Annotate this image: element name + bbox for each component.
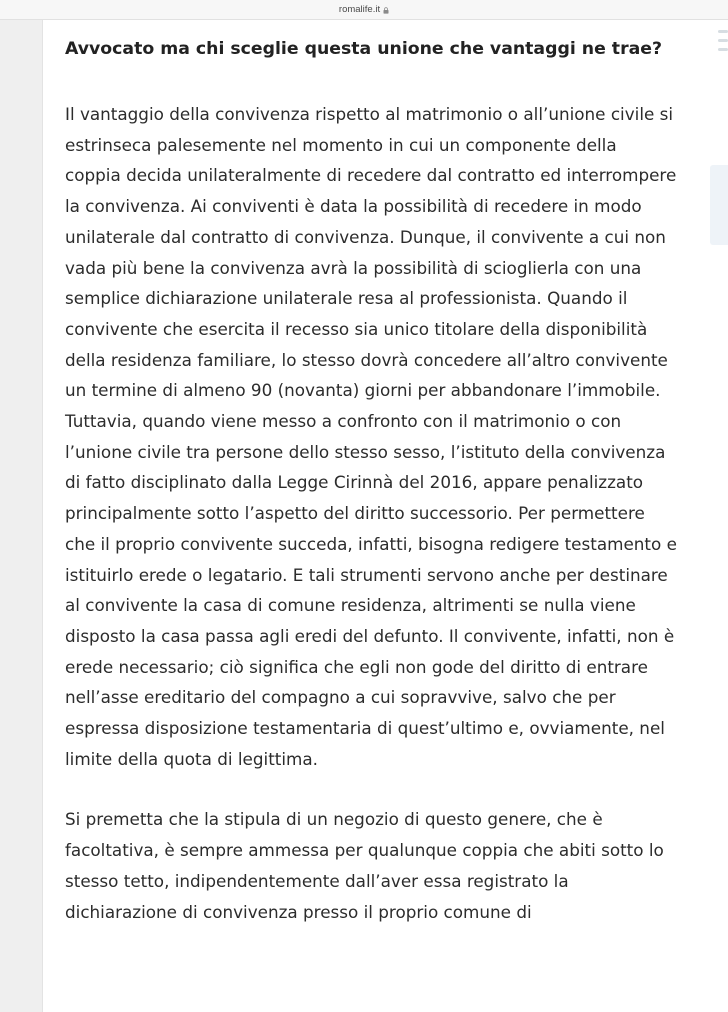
url-text[interactable]: romalife.it [338, 4, 381, 15]
article-heading: Avvocato ma chi sceglie questa unione che vantaggi ne trae? [65, 39, 662, 59]
article-content [65, 34, 677, 927]
lock-icon [383, 6, 389, 13]
article-paragraph: Il vantaggio della convivenza rispetto al matrimonio o all’unione civile si estrinseca palesemente nel momento in cui un componente della coppia decida unilateralmente di recedere dal contratto ed interrompere la convivenza. Ai conviventi è data la possibilità di recedere in modo unilaterale dal contratto di convivenza. Dunque, il convivente a cui non vada più bene la convivenza avrà la possibilità di scioglierla con una semplice dichiarazione unilaterale resa al professionista. Quando il convivente che esercita il recesso sia unico titolare della disponibilità della residenza familiare, lo stesso dovrà concedere all’altro convivente un termine di almeno 90 (novanta) giorni per abbandonare l’immobile. Tuttavia, quando viene messo a confronto con il matrimonio o con l’unione civile tra persone dello stesso sesso, l’istituto della convivenza di fatto disciplinato dalla Legge Cirinnà del 2016, appare penalizzato principalmente sotto l’aspetto del diritto successorio. Per permettere che il proprio convivente succeda, infatti, bisogna redigere testamento e istituirlo erede o legatario. E tali strumenti servono anche per destinare al convivente la casa di comune residenza, altrimenti se nulla viene disposto la casa passa agli eredi del defunto. Il convivente, infatti, non è erede necessario; ciò significa che egli non gode del diritto di entrare nell’asse ereditario del compagno a cui sopravvive, salvo che per espressa disposizione testamentaria di quest’ultimo e, ovviamente, nel limite della quota di legittima. [65, 104, 677, 769]
sidebar-widget[interactable] [710, 165, 728, 245]
menu-icon[interactable] [718, 30, 728, 60]
browser-address-bar[interactable] [0, 0, 728, 20]
article-card [42, 20, 687, 1012]
article-paragraph: Si premetta che la stipula di un negozio di questo genere, che è facoltativa, è sempre ammessa per qualunque coppia che abiti sotto lo stesso tetto, indipendentemente dall’aver essa registrato la dichiarazione di convivenza presso il proprio comune di [65, 809, 664, 922]
